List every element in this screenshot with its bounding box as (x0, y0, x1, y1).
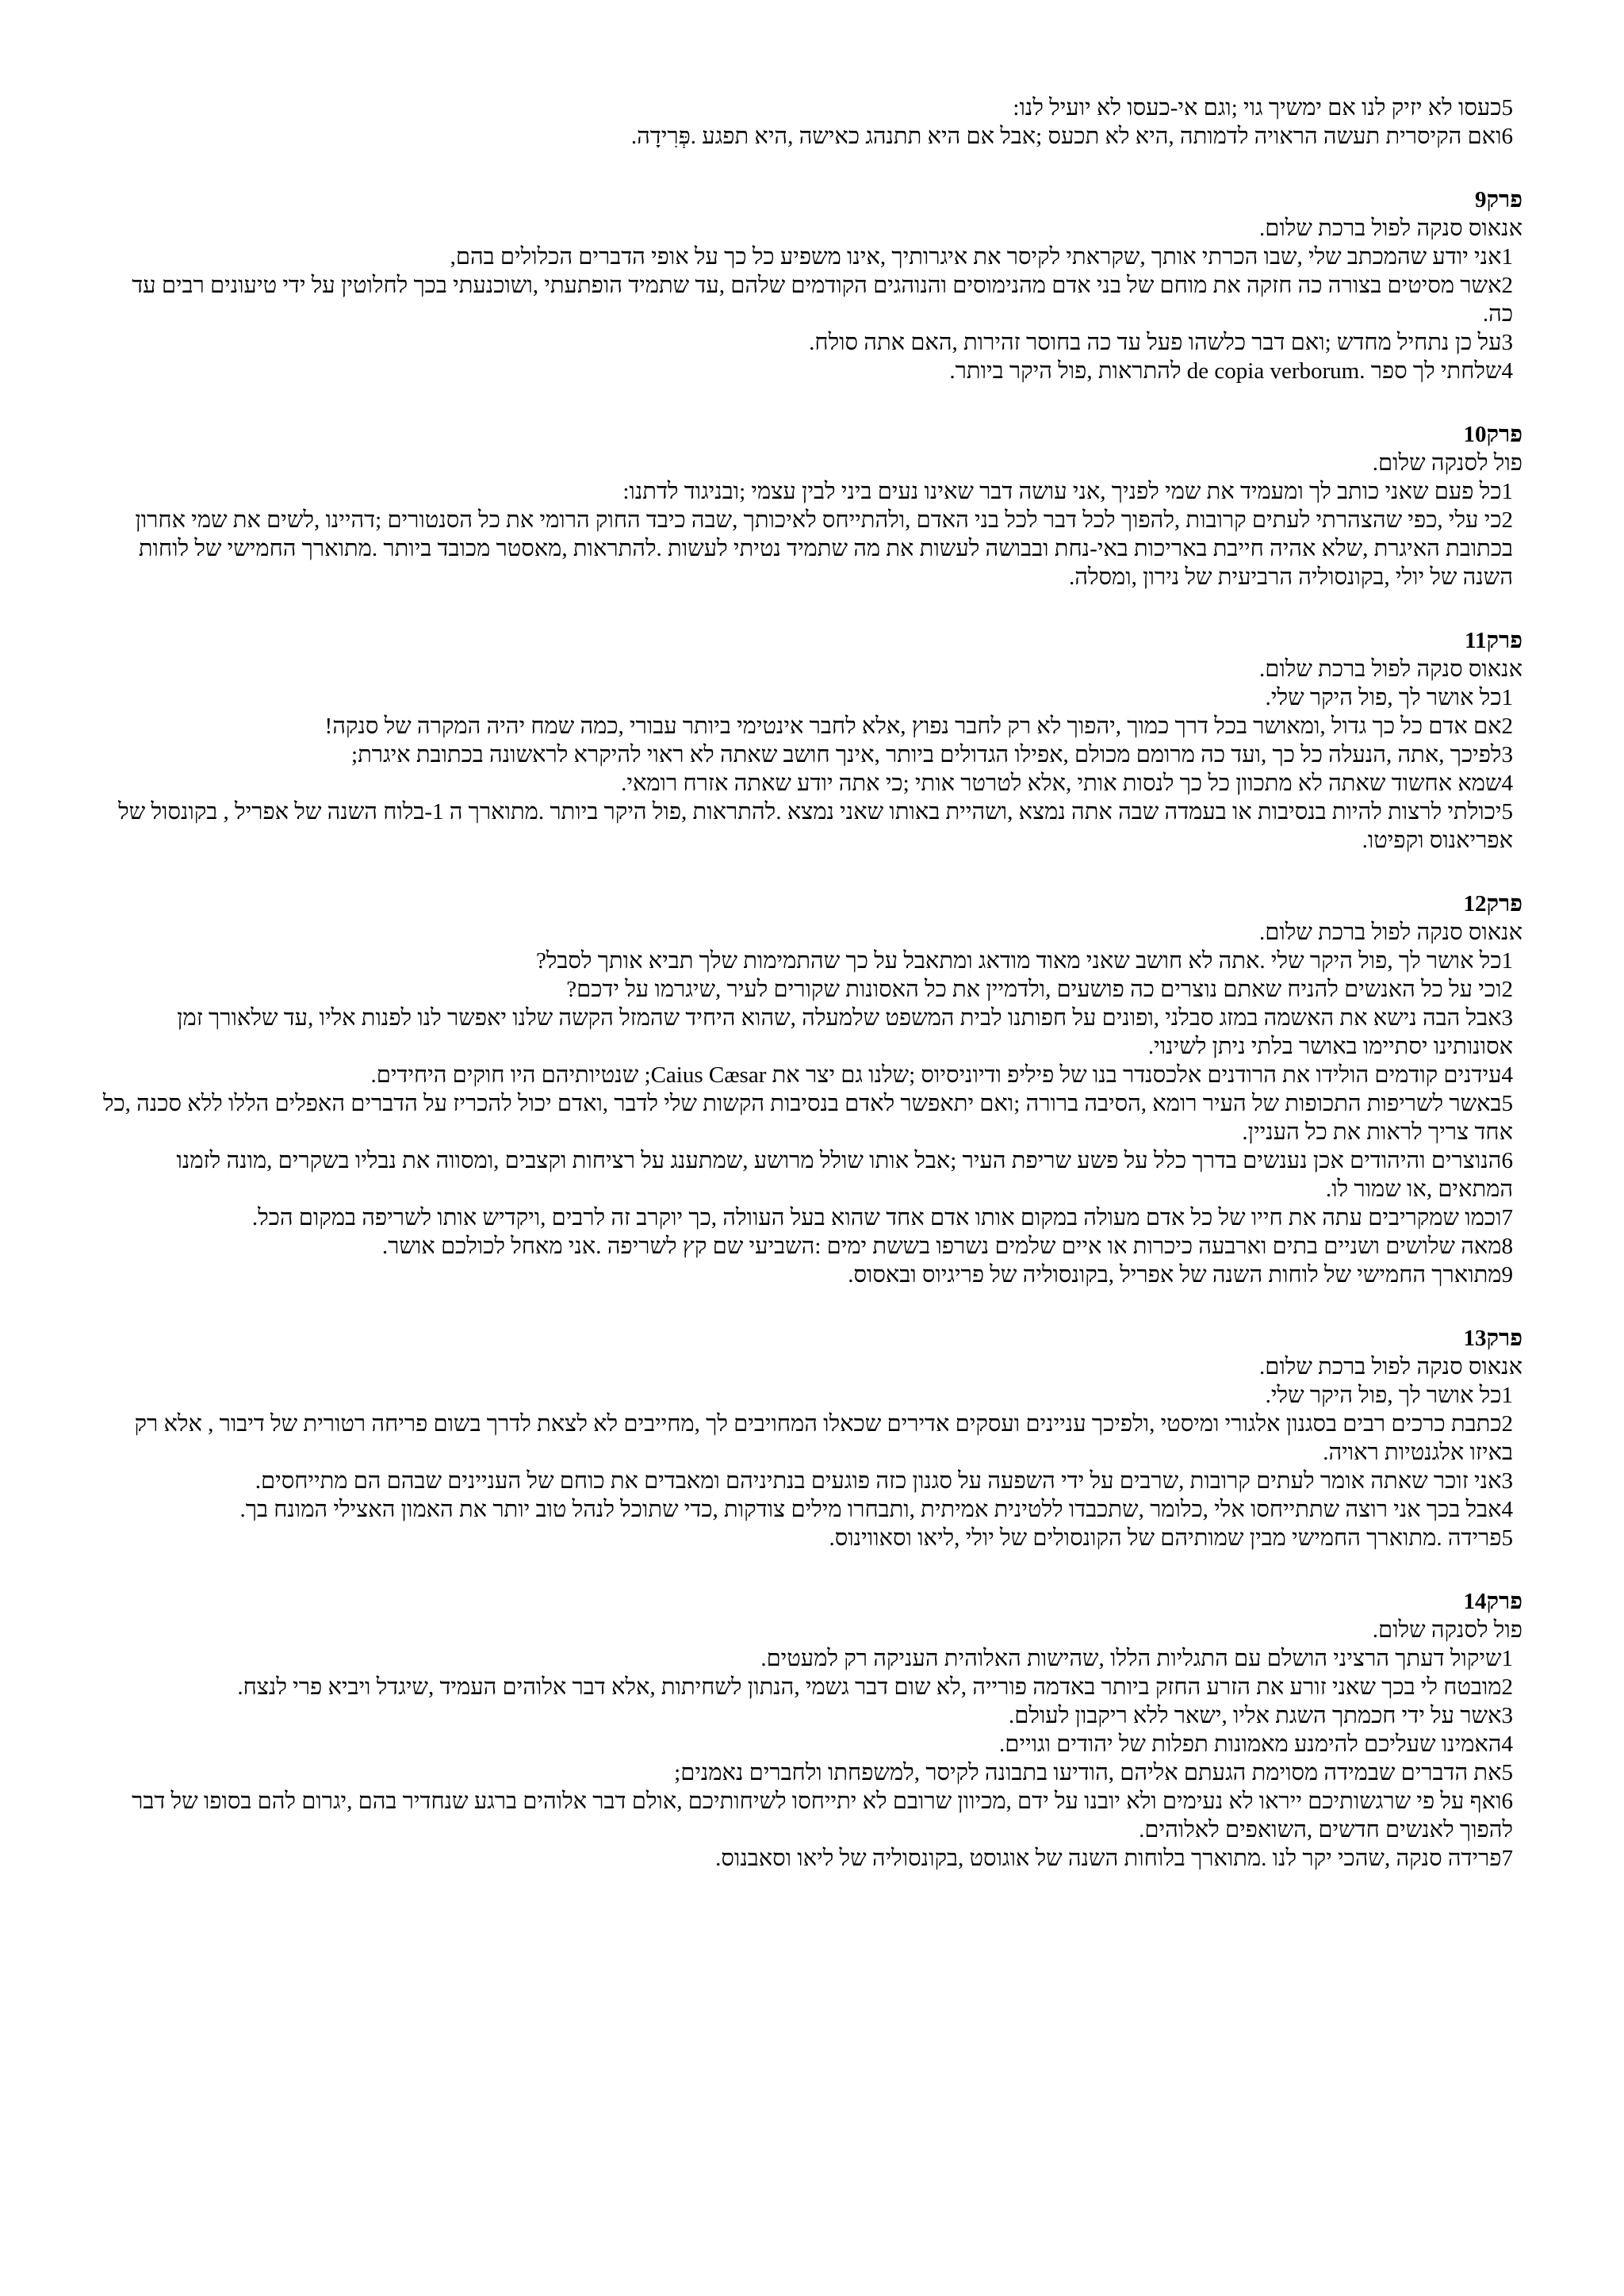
verse-text: באשר לשריפות התכופות של העיר רומא ,הסיבה ברורה ;ואם יתאפשר לאדם בנסיבות הקשות שלי לדבר ,ואדם יכול להכריז על הדברים האפלים הללו ללא סכנה ,כל אחד צריך לראות את כל העניין. (102, 1091, 1513, 1145)
verse-text: כתבת כרכים רבים בסגנון אלגורי ומיסטי ,ולפיכך עניינים ועסקים אדירים שכאלו המחויבים לך ,מחייבים לא לצאת לדרך בשום פריחה רטורית של דיבור , אלא רק באיזו אלגנטיות ראויה. (134, 1411, 1513, 1465)
verse (102, 975, 1513, 1004)
verse-text: וכמו שמקריבים עתה את חייו של כל אדם מעולה במקום אותו אדם אחד שהוא בעל העוולה ,כך יוקרב זה לרבים ,ויקדיש אותו לשריפה במקום הכל. (251, 1205, 1502, 1230)
verse-number: 1 (1501, 948, 1513, 974)
verse-text: עידנים קודמים הולידו את הרודנים אלכסנדר בנו של פיליפ ודיוניסיוס ;שלנו גם יצר את Caius Cæsar; שנטיותיהם היו חוקים היחידים. (370, 1062, 1502, 1088)
verse-number: 9 (1501, 1262, 1513, 1288)
verse-text: ואף על פי שרגשותיכם ייראו לא נעימים ולא יובנו על ידם ,מכיוון שרובם לא יתייחסו לשיחותיכם ,אולם דבר אלוהים ברגע שנחדיר בהם ,יגרום להם בסופו של דבר להפוך לאנשים חדשים ,השואפים לאלוהים. (132, 1789, 1513, 1843)
verse (102, 1730, 1513, 1758)
chapter-title: פרק14 (1463, 1589, 1522, 1614)
verse (102, 506, 1513, 591)
verse-number: 7 (1501, 1846, 1513, 1871)
verse-text: שלחתי לך ספר .de copia verborum להתראות ,פול היקר ביותר. (949, 358, 1502, 384)
verse-text: אשר מסיטים בצורה כה חזקה את מוחם של בני אדם מהנימוסים והנוהגים הקודמים שלהם ,עד שתמיד הופתעתי ,ושוכנעתי בכך לחלוטין על ידי טיעונים רבים עד כה. (132, 273, 1513, 327)
verse (102, 477, 1513, 506)
verse-text: האמינו שעליכם להימנע מאמונות תפלות של יהודים וגויים. (999, 1732, 1502, 1757)
verse-text: וכי על כל האנשים להניח שאתם נוצרים כה פושעים ,ולדמיין את כל האסונות שקורים לעיר ,שיגרמו על ידכם? (566, 977, 1502, 1002)
verse-number: 1 (1501, 685, 1513, 710)
verse (102, 1203, 1513, 1232)
chapter (102, 626, 1522, 855)
chapter-salutation: פול לסנקה שלום. (1372, 450, 1522, 476)
intro-verses (102, 94, 1522, 151)
verse-number: 1 (1501, 479, 1513, 504)
verse-number: 3 (1501, 1468, 1513, 1494)
chapter (102, 420, 1522, 591)
verse-number: 4 (1501, 771, 1513, 796)
chapter (102, 1324, 1522, 1552)
chapter-salutation: אנאוס סנקה לפול ברכת שלום. (1259, 656, 1522, 682)
verse-number: 2 (1501, 273, 1513, 298)
verse-number: 1 (1501, 1646, 1513, 1671)
verse-text: פרידה סנקה ,שהכי יקר לנו .מתוארך בלוחות השנה של אוגוסט ,בקונסוליה של ליאו וסאבנוס. (715, 1846, 1502, 1871)
chapter-title: פרק9 (1474, 187, 1522, 212)
verse (102, 1232, 1513, 1261)
verse-number: 5 (1501, 1091, 1513, 1116)
verse-number: 4 (1501, 358, 1513, 384)
verse (102, 769, 1513, 798)
verse-number: 1 (1501, 244, 1513, 270)
verse (102, 1261, 1513, 1289)
verse-number: 3 (1501, 330, 1513, 355)
chapter-salutation: אנאוס סנקה לפול ברכת שלום. (1259, 920, 1522, 945)
verse-text: הנוצרים והיהודים אכן נענשים בדרך כלל על פשע שריפת העיר ;אבל אותו שולל מרושע ,שמתענג על רציחות וקצבים ,ומסווה את נבליו בשקרים ,מונה לזמנו המתאים ,או שמור לו. (176, 1148, 1513, 1202)
chapter-salutation: אנאוס סנקה לפול ברכת שלום. (1259, 216, 1522, 241)
verse-text: לפיכך ,אתה ,הנעלה כל כך ,ועד כה מרומם מכולם ,אפילו הגדולים ביותר ,אינך חושב שאתה לא ראוי להיקרא לראשונה בכתובת איגרת; (351, 742, 1502, 767)
chapter-title: פרק13 (1463, 1326, 1522, 1351)
verse-text: כל אושר לך ,פול היקר שלי. (1265, 1383, 1502, 1408)
verse-number: 3 (1501, 1005, 1513, 1031)
verse-number: 6 (1501, 1148, 1513, 1173)
verse-text: כל אושר לך ,פול היקר שלי .אתה לא חושב שאני מאוד מודאג ומתאבל על כך שהתמימות שלך תביא אותך לסבל? (536, 948, 1502, 974)
verse (102, 271, 1513, 328)
verse-text: כל פעם שאני כותב לך ומעמיד את שמי לפניך ,אני עושה דבר שאינו נעים ביני לבין עצמי ;ובניגוד לדתנו: (622, 479, 1502, 504)
verse (102, 357, 1513, 385)
verse-text: שמא אחשוד שאתה לא מתכוון כל כך לנסות אותי ,אלא לטרטר אותי ;כי אתה יודע שאתה אזרח רומאי. (621, 771, 1502, 796)
verse-text: כל אושר לך ,פול היקר שלי. (1265, 685, 1502, 710)
verse (102, 243, 1513, 271)
verse-number: 4 (1501, 1062, 1513, 1088)
chapter-salutation: פול לסנקה שלום. (1372, 1617, 1522, 1643)
verse-text: אבל בכך אני רוצה שתתייחסו אלי ,כלומר ,שתכבדו ללטינית אמיתית ,ותבחרו מילים צודקות ,כדי שתוכל לנהל טוב יותר את האמון האצילי המונח בך. (239, 1497, 1502, 1522)
verse (102, 740, 1513, 769)
verse-number: 5 (1501, 1760, 1513, 1785)
verse (102, 94, 1513, 122)
verse-number: 3 (1501, 1703, 1513, 1728)
verse-text: אני יודע שהמכתב שלי ,שבו הכרתי אותך ,שקראתי לקיסר את איגרותיך ,אינו משפיע כל כך על אופי הדברים הכלולים בהם, (450, 244, 1502, 270)
verse-text: כי עלי ,כפי שהצהרתי לעתים קרובות ,להפוך לכל דבר לכל בני האדם ,ולהתייחס לאיכותך ,שבה כיבד החוק הרומי את כל הסנטורים ;דהיינו ,לשים את שמי אחרון בכתובת האיגרת ,שלא אהיה חייבת באריכות באי-נחת ובבושה לעשות את מה שתמיד נטיתי לעשות .להתראות ,מאסטר מכובד ביותר .מתוארך החמישי של לוחות השנה של יולי ,בקונסוליה הרביעית של נירון ,ומסלה. (135, 507, 1513, 590)
verse-text: ואם הקיסרית תעשה הראויה לדמותה ,היא לא תכעס ;אבל אם היא תתנהג כאישה ,היא תפגע .פְּרִידָה. (630, 124, 1502, 149)
verse (102, 328, 1513, 357)
document-page (102, 94, 1522, 1873)
verse-number: 5 (1501, 95, 1513, 121)
verse (102, 1495, 1513, 1524)
chapter (102, 1587, 1522, 1873)
chapter (102, 186, 1522, 385)
verse (102, 1004, 1513, 1061)
verse (102, 1758, 1513, 1787)
verse-number: 2 (1501, 714, 1513, 739)
verse (102, 1673, 1513, 1701)
verse-text: את הדברים שבמידה מסוימת הגעתם אליהם ,הודיעו בתבונה לקיסר ,למשפחתו ולחברים נאמנים; (674, 1760, 1502, 1785)
verse-number: 2 (1501, 507, 1513, 533)
verse (102, 683, 1513, 712)
verse-number: 5 (1501, 1525, 1513, 1551)
verse (102, 122, 1513, 151)
verse (102, 1467, 1513, 1495)
verse-text: מאה שלושים ושניים בתים וארבעה כיכרות או איים שלמים נשרפו בששת ימים :השביעי שם קץ לשריפה .אני מאחל לכולכם אושר. (381, 1234, 1502, 1259)
verse-text: אבל הבה נישא את האשמה במזג סבלני ,ופונים על חפותנו לבית המשפט שלמעלה ,שהוא היחיד שהמזל הקשה שלנו יאפשר לנו לפנות אליו ,עד שלאורך זמן אסונותינו יסתיימו באושר בלתי ניתן לשינוי. (177, 1005, 1513, 1059)
chapter-title: פרק11 (1465, 628, 1522, 653)
verse (102, 1844, 1513, 1873)
verse (102, 1089, 1513, 1146)
verse-text: מתוארך החמישי של לוחות השנה של אפריל ,בקונסוליה של פריגיוס ובאסוס. (848, 1262, 1502, 1288)
verse-number: 5 (1501, 799, 1513, 825)
verse-text: יכולתי לרצות להיות בנסיבות או בעמדה שבה אתה נמצא ,ושהיית באותו שאני נמצא .להתראות ,פול היקר ביותר .מתוארך ה 1-בלוח השנה של אפריל , בקונסול של אפריאנוס וקפיטו. (118, 799, 1513, 853)
verse-text: אני זוכר שאתה אומר לעתים קרובות ,שרבים על ידי השפעה על סגנון כזה פוגעים בנתיניהם ומאבדים את כוחם של העניינים שבהם הם מתייחסים. (255, 1468, 1502, 1494)
verse-number: 1 (1501, 1383, 1513, 1408)
verse (102, 1061, 1513, 1089)
verse-text: שיקול דעתך הרציני הושלם עם התגליות הללו ,שהישות האלוהית העניקה רק למעטים. (760, 1646, 1502, 1671)
verse-number: 2 (1501, 1411, 1513, 1437)
verse (102, 712, 1513, 740)
verse-number: 7 (1501, 1205, 1513, 1230)
verse-text: אם אדם כל כך גדול ,ומאושר בכל דרך כמוך ,יהפוך לא רק לחבר נפוץ ,אלא לחבר אינטימי ביותר עבורי ,כמה שמח יהיה המקרה של סנקה! (324, 714, 1502, 739)
chapter (102, 890, 1522, 1289)
chapter-title: פרק10 (1463, 422, 1522, 447)
chapter-title: פרק12 (1463, 891, 1522, 916)
verse-text: מובטח לי בכך שאני זורע את הזרע החזק ביותר באדמה פורייה ,לא שום דבר גשמי ,הנתון לשחיתות ,אלא דבר אלוהים העמיד ,שיגדל ויביא פרי לנצח. (237, 1674, 1502, 1700)
chapters (102, 186, 1522, 1873)
verse-text: כעסו לא יזיק לנו אם ימשיך גוי ;וגם אי-כעסו לא יועיל לנו: (1013, 95, 1502, 121)
verse-number: 4 (1501, 1732, 1513, 1757)
verse-number: 2 (1501, 977, 1513, 1002)
verse-text: פרידה .מתוארך החמישי מבין שמותיהם של הקונסולים של יולי ,ליאו וסאווינוס. (829, 1525, 1502, 1551)
verse (102, 1644, 1513, 1673)
verse-number: 6 (1501, 124, 1513, 149)
verse (102, 947, 1513, 975)
verse (102, 1524, 1513, 1552)
verse-text: על כן נתחיל מחדש ;ואם דבר כלשהו פעל עד כה בחוסר זהירות ,האם אתה סולח. (809, 330, 1502, 355)
verse (102, 1146, 1513, 1203)
verse-number: 2 (1501, 1674, 1513, 1700)
verse-number: 4 (1501, 1497, 1513, 1522)
verse (102, 1701, 1513, 1730)
verse-number: 6 (1501, 1789, 1513, 1814)
verse (102, 1410, 1513, 1467)
verse (102, 1787, 1513, 1844)
verse-number: 3 (1501, 742, 1513, 767)
verse-text: אשר על ידי חכמתך השגת אליו ,ישאר ללא ריקבון לעולם. (1008, 1703, 1502, 1728)
chapter-salutation: אנאוס סנקה לפול ברכת שלום. (1259, 1354, 1522, 1380)
verse (102, 798, 1513, 855)
verse (102, 1381, 1513, 1410)
verse-number: 8 (1501, 1234, 1513, 1259)
